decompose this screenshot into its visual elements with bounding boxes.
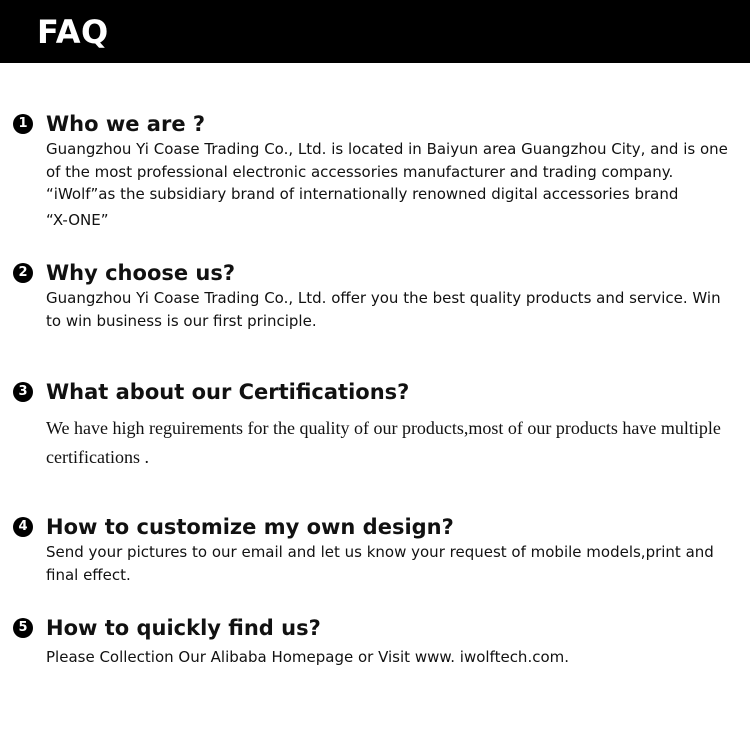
number-badge: 4 xyxy=(13,517,33,537)
answer-text xyxy=(46,414,738,472)
faq-item-5 xyxy=(13,614,738,669)
number-badge: 2 xyxy=(13,263,33,283)
answer-text xyxy=(46,646,738,669)
answer-line: Please Collection Our Alibaba Homepage or Visit www. iwolftech.com. xyxy=(46,648,570,666)
question-title: How to customize my own design? xyxy=(46,515,454,539)
question-title: What about our Certifications? xyxy=(46,380,410,404)
question-title: How to quickly find us? xyxy=(46,616,321,640)
answer-line: We have high reguirements for the quality of our products,most of our products have multiple certifications . xyxy=(46,418,721,467)
number-badge: 3 xyxy=(13,382,33,402)
answer-line: Send your pictures to our email and let us know your request of mobile models,print and final effect. xyxy=(46,543,714,584)
faq-item-1 xyxy=(13,110,738,231)
question-row xyxy=(13,513,738,541)
question-title: Who we are ? xyxy=(46,112,206,136)
answer-line: “X-ONE” xyxy=(46,210,109,229)
answer-line: Guangzhou Yi Coase Trading Co., Ltd. offer you the best quality products and service. Win to win business is our first principle. xyxy=(46,289,721,330)
answer-text xyxy=(46,138,738,231)
question-row xyxy=(13,614,738,642)
answer-text xyxy=(46,541,738,586)
faq-item-4 xyxy=(13,513,738,586)
question-row xyxy=(13,378,738,406)
header-bar xyxy=(0,0,750,63)
answer-line: “iWolf”as the subsidiary brand of internationally renowned digital accessories brand xyxy=(46,185,679,203)
question-row xyxy=(13,110,738,138)
question-row xyxy=(13,259,738,287)
question-title: Why choose us? xyxy=(46,261,236,285)
number-badge: 1 xyxy=(13,114,33,134)
number-badge: 5 xyxy=(13,618,33,638)
faq-item-3 xyxy=(13,378,738,472)
faq-item-2 xyxy=(13,259,738,332)
page-title: FAQ xyxy=(37,13,109,51)
answer-line: Guangzhou Yi Coase Trading Co., Ltd. is located in Baiyun area Guangzhou City, and is one of the most professional electronic accessories manufacturer and trading company. xyxy=(46,140,728,181)
answer-text xyxy=(46,287,738,332)
